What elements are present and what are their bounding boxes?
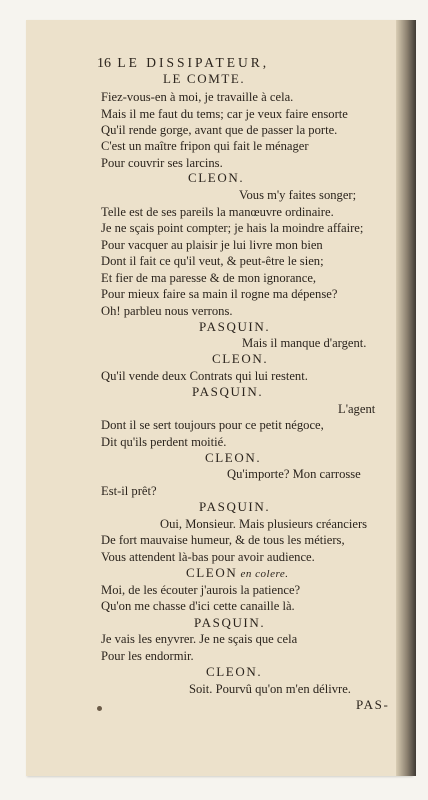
verse-line: Pour couvrir ses larcins. — [101, 156, 223, 170]
verse-line: Fiez-vous-en à moi, je travaille à cela. — [101, 90, 294, 104]
verse-line: Et fier de ma paresse & de mon ignorance, — [101, 271, 317, 285]
ink-blot — [97, 706, 102, 711]
speaker-heading: PASQUIN. — [194, 615, 266, 630]
verse-line: Qu'importe? Mon carrosse — [227, 467, 361, 481]
speaker-heading-with-direction — [186, 566, 288, 581]
verse-line: Mais il me faut du tems; car je veux faire ensorte — [101, 107, 348, 121]
verse-line: Qu'on me chasse d'ici cette canaille là. — [101, 599, 295, 613]
verse-line: Moi, de les écouter j'aurois la patience? — [101, 583, 301, 597]
verse-line: Oui, Monsieur. Mais plusieurs créanciers — [160, 517, 368, 531]
verse-line: Telle est de ses pareils la manœuvre ordinaire. — [101, 205, 334, 219]
verse-line: Soit. Pourvû qu'on m'en délivre. — [189, 682, 351, 696]
catchword: PAS- — [356, 697, 390, 712]
verse-line: Oh! parbleu nous verrons. — [101, 304, 233, 318]
speaker-name: CLEON — [186, 565, 238, 580]
speaker-heading: PASQUIN. — [199, 499, 271, 514]
verse-line: Dit qu'ils perdent moitié. — [101, 435, 227, 449]
verse-line: Mais il manque d'argent. — [242, 336, 367, 350]
speaker-heading: CLEON. — [188, 170, 245, 185]
verse-line: Dont il fait ce qu'il veut, & peut-être le sien; — [101, 254, 324, 268]
verse-line: Pour les endormir. — [101, 649, 194, 663]
verse-line: L'agent — [338, 402, 376, 416]
verse-line: C'est un maître fripon qui fait le ménager — [101, 139, 309, 153]
running-title: LE DISSIPATEUR, — [117, 55, 270, 70]
running-header — [97, 56, 269, 71]
speaker-heading: CLEON. — [205, 450, 262, 465]
verse-line: Qu'il rende gorge, avant que de passer la porte. — [101, 123, 338, 137]
page-number: 16 — [97, 56, 111, 71]
verse-line: Je vais les enyvrer. Je ne sçais que cela — [101, 632, 298, 646]
speaker-heading: CLEON. — [206, 664, 263, 679]
verse-line: Pour vacquer au plaisir je lui livre mon bien — [101, 238, 323, 252]
verse-line: Je ne sçais point compter; je hais la moindre affaire; — [101, 221, 364, 235]
verse-line: Dont il se sert toujours pour ce petit négoce, — [101, 418, 324, 432]
speaker-heading: PASQUIN. — [192, 384, 264, 399]
verse-line: Vous attendent là-bas pour avoir audience. — [101, 550, 315, 564]
verse-line: De fort mauvaise humeur, & de tous les métiers, — [101, 533, 345, 547]
stage-direction: en colere. — [240, 568, 289, 580]
verse-line: Qu'il vende deux Contrats qui lui restent. — [101, 369, 308, 383]
verse-line: Vous m'y faites songer; — [239, 188, 357, 202]
verse-line: Pour mieux faire sa main il rogne ma dépense? — [101, 287, 338, 301]
speaker-heading: CLEON. — [212, 351, 269, 366]
speaker-heading: PASQUIN. — [199, 319, 271, 334]
speaker-heading: LE COMTE. — [163, 71, 246, 86]
verse-line: Est-il prêt? — [101, 484, 157, 498]
